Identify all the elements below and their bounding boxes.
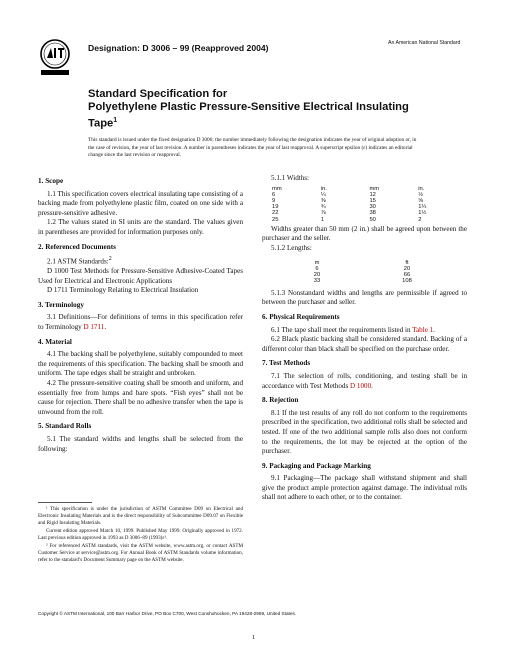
section-referenced-documents-heading: 2. Referenced Documents: [38, 242, 116, 251]
section-test-methods-heading: 7. Test Methods: [262, 359, 311, 368]
table-cell: 108: [402, 278, 412, 285]
paragraph-5-1-3: 5.1.3 Nonstandard widths and lengths are permissible if agreed to between the purchaser and seller.: [262, 288, 467, 307]
paragraph-3-1: [38, 313, 243, 332]
table-cell: ⅜: [320, 198, 326, 204]
table-cell: 19: [272, 204, 279, 211]
table-cell: 6: [272, 191, 276, 198]
paragraph-7-1-end: .: [371, 381, 373, 390]
copyright-notice: Copyright © ASTM International, 100 Barr Harbor Drive, PO Box C700, West Conshohocken, PA 19428-2959, United States.: [38, 611, 297, 616]
footnotes: [38, 502, 243, 565]
widths-header: mm: [369, 185, 380, 192]
reference-d1000: D 1000 Test Methods for Pressure-Sensitive Adhesive-Coated Tapes Used for Electrical and Electronic Applications: [38, 267, 243, 285]
table-cell: 9: [272, 198, 276, 204]
table-cell: 22: [272, 210, 279, 217]
section-terminology-heading: 3. Terminology: [38, 300, 84, 309]
lengths-label: 5.1.2 Lengths:: [271, 244, 312, 252]
paragraph-7-1-text: 7.1 The selection of rolls, conditioning, and testing shall be in accordance with Test Methods: [262, 371, 467, 390]
organization-label: An American National Standard: [388, 40, 461, 46]
table-cell: 6: [315, 265, 319, 272]
paragraph-3-1-text: 3.1 Definitions—For definitions of terms in this specification refer to Terminology: [38, 313, 243, 332]
table-cell: 50: [369, 216, 376, 223]
table-cell: 38: [369, 210, 376, 217]
widths-note: Widths greater than 50 mm (2 in.) shall be agreed upon between the purchaser and the seller.: [262, 224, 467, 243]
paragraph-1-1: 1.1 This specification covers electrical insulating tape consisting of a backing made from polyethylene plastic film, coated on one side with a pressure-sensitive adhesive.: [38, 189, 243, 217]
paragraph-3-1-end: .: [104, 323, 107, 332]
section-scope-heading: 1. Scope: [38, 177, 64, 185]
footnote-1: ¹ This specification is under the jurisdiction of ASTM Committee D09 on Electrical and Electronic Insulating Materials and is the direct responsibility of Subcommittee D09.07 on Flexible and Rigid Insulating Materials.: [38, 506, 243, 526]
section-physical-requirements-heading: 6. Physical Requirements: [262, 312, 340, 321]
table-row: [272, 217, 467, 223]
lengths-header: m: [314, 259, 320, 266]
widths-header: mm: [272, 185, 282, 192]
table-cell: 1¼: [418, 204, 427, 211]
table-cell: 2: [418, 216, 422, 223]
reference-d1711: D 1711 Terminology Relating to Electrical Insulation: [47, 286, 199, 295]
section-packaging-heading: 9. Packaging and Package Marking: [262, 461, 371, 470]
section-rejection-heading: 8. Rejection: [262, 396, 299, 405]
paragraph-8-1: 8.1 If the test results of any roll do not conform to the requirements prescribed in the specification, two additional rolls shall be selected and tested. If one of the two additional sample rolls also does not conform to the requirements, the lot may be rejected at the option of the purchaser.: [262, 408, 467, 456]
title-line-2: Polyethylene Plastic Pressure-Sensitive Electrical Insulating: [88, 101, 409, 113]
paragraph-1-2: 1.2 The values stated in SI units are the standard. The values given in parentheses are provided for information purposes only.: [38, 218, 243, 236]
title-line-1: Standard Specification for: [88, 88, 228, 100]
paragraph-2-1: [38, 255, 243, 267]
title-footnote-mark: 1: [113, 117, 118, 124]
astm-logo-icon: [38, 38, 72, 78]
table-cell: ½: [418, 191, 424, 198]
footnote-1b: Current edition approved March 10, 1999. Published May 1999. Originally approved in 1972. Last previous edition approved in 1993 as D 3006–89 (1993)ε¹.: [38, 528, 243, 541]
widths-table: [272, 186, 467, 223]
widths-header: in.: [418, 185, 425, 192]
link-d1000[interactable]: D 1000: [350, 381, 372, 390]
table-row: [272, 278, 452, 284]
paragraph-6-1-end: .: [433, 325, 435, 334]
section-material-heading: 4. Material: [38, 337, 72, 346]
paragraph-7-1: [262, 372, 467, 391]
table-cell: 30: [369, 204, 376, 211]
title-tape: Tape: [88, 117, 114, 130]
paragraph-4-2: 4.2 The pressure-sensitive coating shall be smooth and uniform, and essentially free from lumps and bare spots. “Fish eyes” shall not be cause for rejection. There shall be no adhesive transfer when the tape is unwound from the roll.: [38, 379, 243, 416]
widths-header: in.: [320, 185, 327, 192]
footnote-mark-2: 2: [108, 256, 112, 263]
link-d1711[interactable]: D 1711: [83, 323, 105, 332]
designation: Designation: D 3006 – 99 (Reapproved 2004): [88, 43, 269, 53]
standard-notice: This standard is issued under the fixed designation D 3006; the number immediately following the designation indicates the year of original adoption or, in the case of revision, the year of last revision. A number in parentheses indicates the year of last reapproval. A superscript epsilon (ε) indicates an editorial change since the last revision or reapproval.: [88, 137, 417, 159]
table-cell: 66: [403, 272, 411, 279]
section-standard-rolls-heading: 5. Standard Rolls: [38, 422, 92, 431]
left-column: [38, 172, 243, 454]
lengths-header: ft: [405, 259, 409, 266]
widths-label: 5.1.1 Widths:: [271, 174, 310, 182]
title-line-3: [88, 114, 448, 131]
table-cell: 20: [403, 265, 411, 272]
table-cell: ⅝: [418, 198, 424, 204]
paragraph-9-1: 9.1 Packaging—The package shall withstand shipment and shall give the product ample protection against damage. The individual rolls shall not adhere to each other, or to the container.: [262, 474, 467, 502]
astm-standards-label: 2.1 ASTM Standards:: [47, 257, 109, 266]
footnote-2: ² For referenced ASTM standards, visit the ASTM website, www.astm.org, or contact ASTM Customer Service at service@astm.org. For Annual Book of ASTM Standards volume information, refer to the standard’s Document Summary page on the ASTM website.: [38, 543, 243, 563]
page-number: 1: [252, 634, 256, 641]
footnote-divider: [38, 502, 92, 503]
table-cell: 12: [369, 191, 376, 198]
document-title: [88, 88, 448, 131]
paragraph-6-1-text: 6.1 The tape shall meet the requirements listed in: [271, 325, 413, 334]
paragraph-6-2: 6.2 Black plastic backing shall be considered standard. Backing of a different color than black shall be specified on the purchase order.: [262, 335, 467, 353]
table-cell: ¾: [320, 204, 326, 211]
table-cell: 1½: [418, 210, 427, 217]
paragraph-5-1: 5.1 The standard widths and lengths shall be selected from the following:: [38, 435, 243, 453]
table-cell: 33: [313, 278, 321, 285]
right-column: [262, 172, 467, 503]
table-cell: 1: [320, 216, 325, 223]
link-table-1[interactable]: Table 1: [412, 325, 434, 334]
lengths-table: [272, 260, 452, 285]
paragraph-6-1: [262, 326, 467, 336]
table-cell: 20: [313, 272, 321, 279]
table-cell: 25: [272, 216, 279, 223]
table-cell: ¼: [320, 191, 326, 198]
paragraph-4-1: 4.1 The backing shall be polyethylene, suitably compounded to meet the requirements of this specification. The backing shall be smooth and uniform. The tape edges shall be straight and unbroken.: [38, 350, 243, 378]
table-cell: ⅞: [320, 210, 326, 217]
table-cell: 15: [369, 198, 376, 204]
